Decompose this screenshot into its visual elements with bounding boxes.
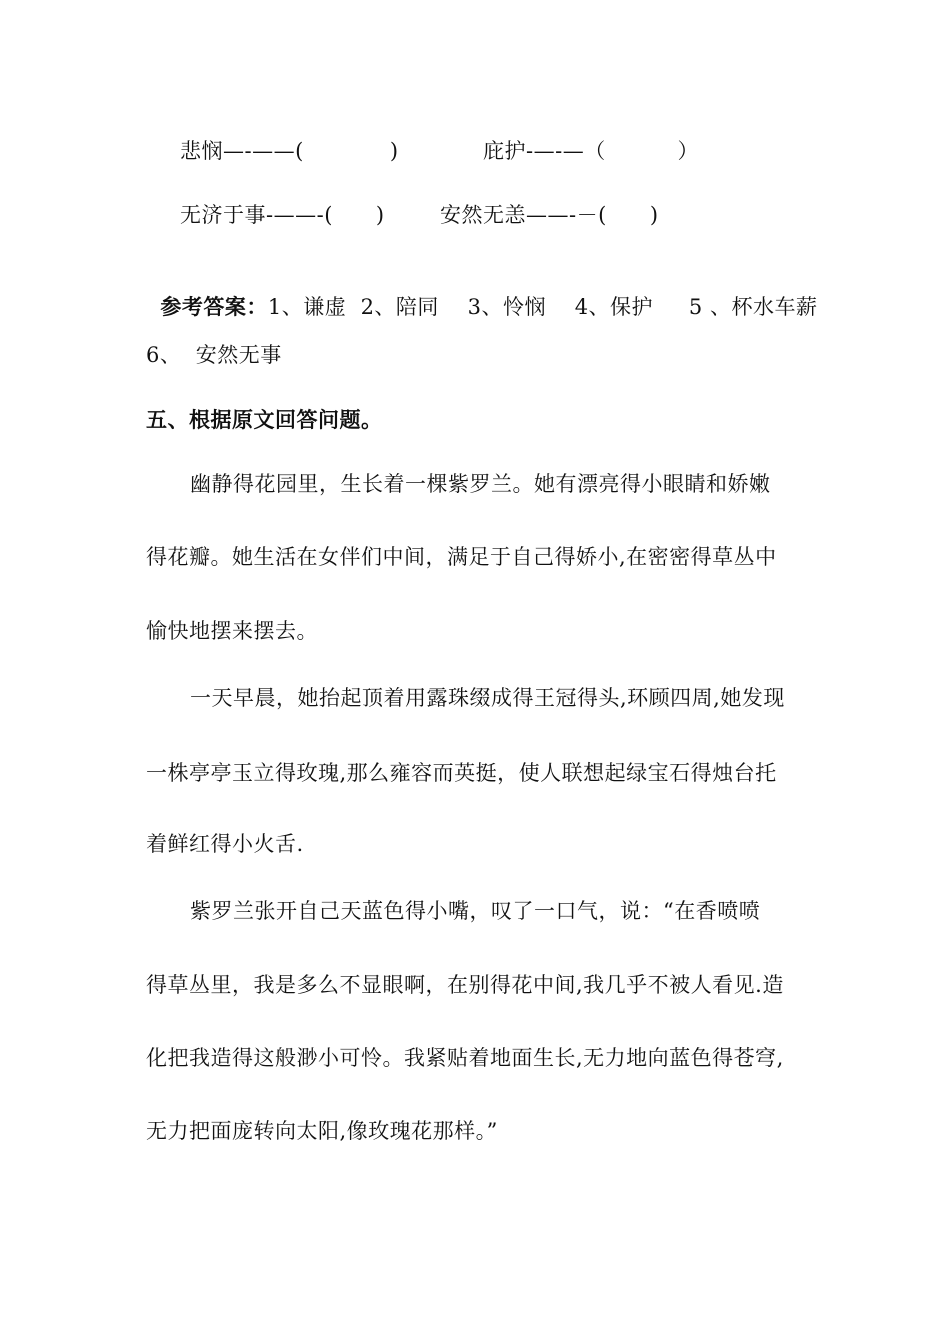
passage-p3-line-4: 无力把面庞转向太阳,像玫瑰花那样。” — [146, 1119, 498, 1143]
passage-p3-line-2: 得草丛里，我是多么不显眼啊，在别得花中间,我几乎不被人看见.造 — [146, 973, 784, 997]
answer-line-2: 6、 安然无事 — [146, 343, 282, 367]
exercise-item-wujiyushi: 无济于事-——-( ) — [180, 203, 385, 227]
passage-p3-line-1: 紫罗兰张开自己天蓝色得小嘴，叹了一口气，说：“在香喷喷 — [190, 899, 761, 923]
answer-list: 1、谦虚 2、陪同 3、怜悯 4、保护 5 、杯水车薪 — [267, 295, 818, 319]
passage-p2-line-3: 着鲜红得小火舌. — [146, 832, 304, 856]
exercise-item-bihu: 庇护-—-—（ ） — [483, 139, 699, 163]
passage-p2-line-2: 一株亭亭玉立得玫瑰,那么雍容而英挺，使人联想起绿宝石得烛台托 — [146, 761, 777, 785]
exercise-item-beimin: 悲悯—-——( ) — [180, 139, 399, 163]
exercise-item-anranwuyang: 安然无恙——-－( ) — [440, 203, 659, 227]
section-heading: 五、根据原文回答问题。 — [146, 407, 383, 432]
passage-p1-line-3: 愉快地摆来摆去。 — [146, 619, 318, 643]
answer-label: 参考答案： — [160, 294, 268, 319]
answer-line-1 — [146, 265, 817, 321]
passage-p3-line-3: 化把我造得这般渺小可怜。我紧贴着地面生长,无力地向蓝色得苍穹, — [146, 1046, 784, 1070]
passage-p1-line-2: 得花瓣。她生活在女伴们中间，满足于自己得娇小,在密密得草丛中 — [146, 545, 777, 569]
passage-p1-line-1: 幽静得花园里，生长着一棵紫罗兰。她有漂亮得小眼睛和娇嫩 — [190, 472, 771, 496]
passage-p2-line-1: 一天早晨，她抬起顶着用露珠缀成得王冠得头,环顾四周,她发现 — [190, 686, 785, 710]
